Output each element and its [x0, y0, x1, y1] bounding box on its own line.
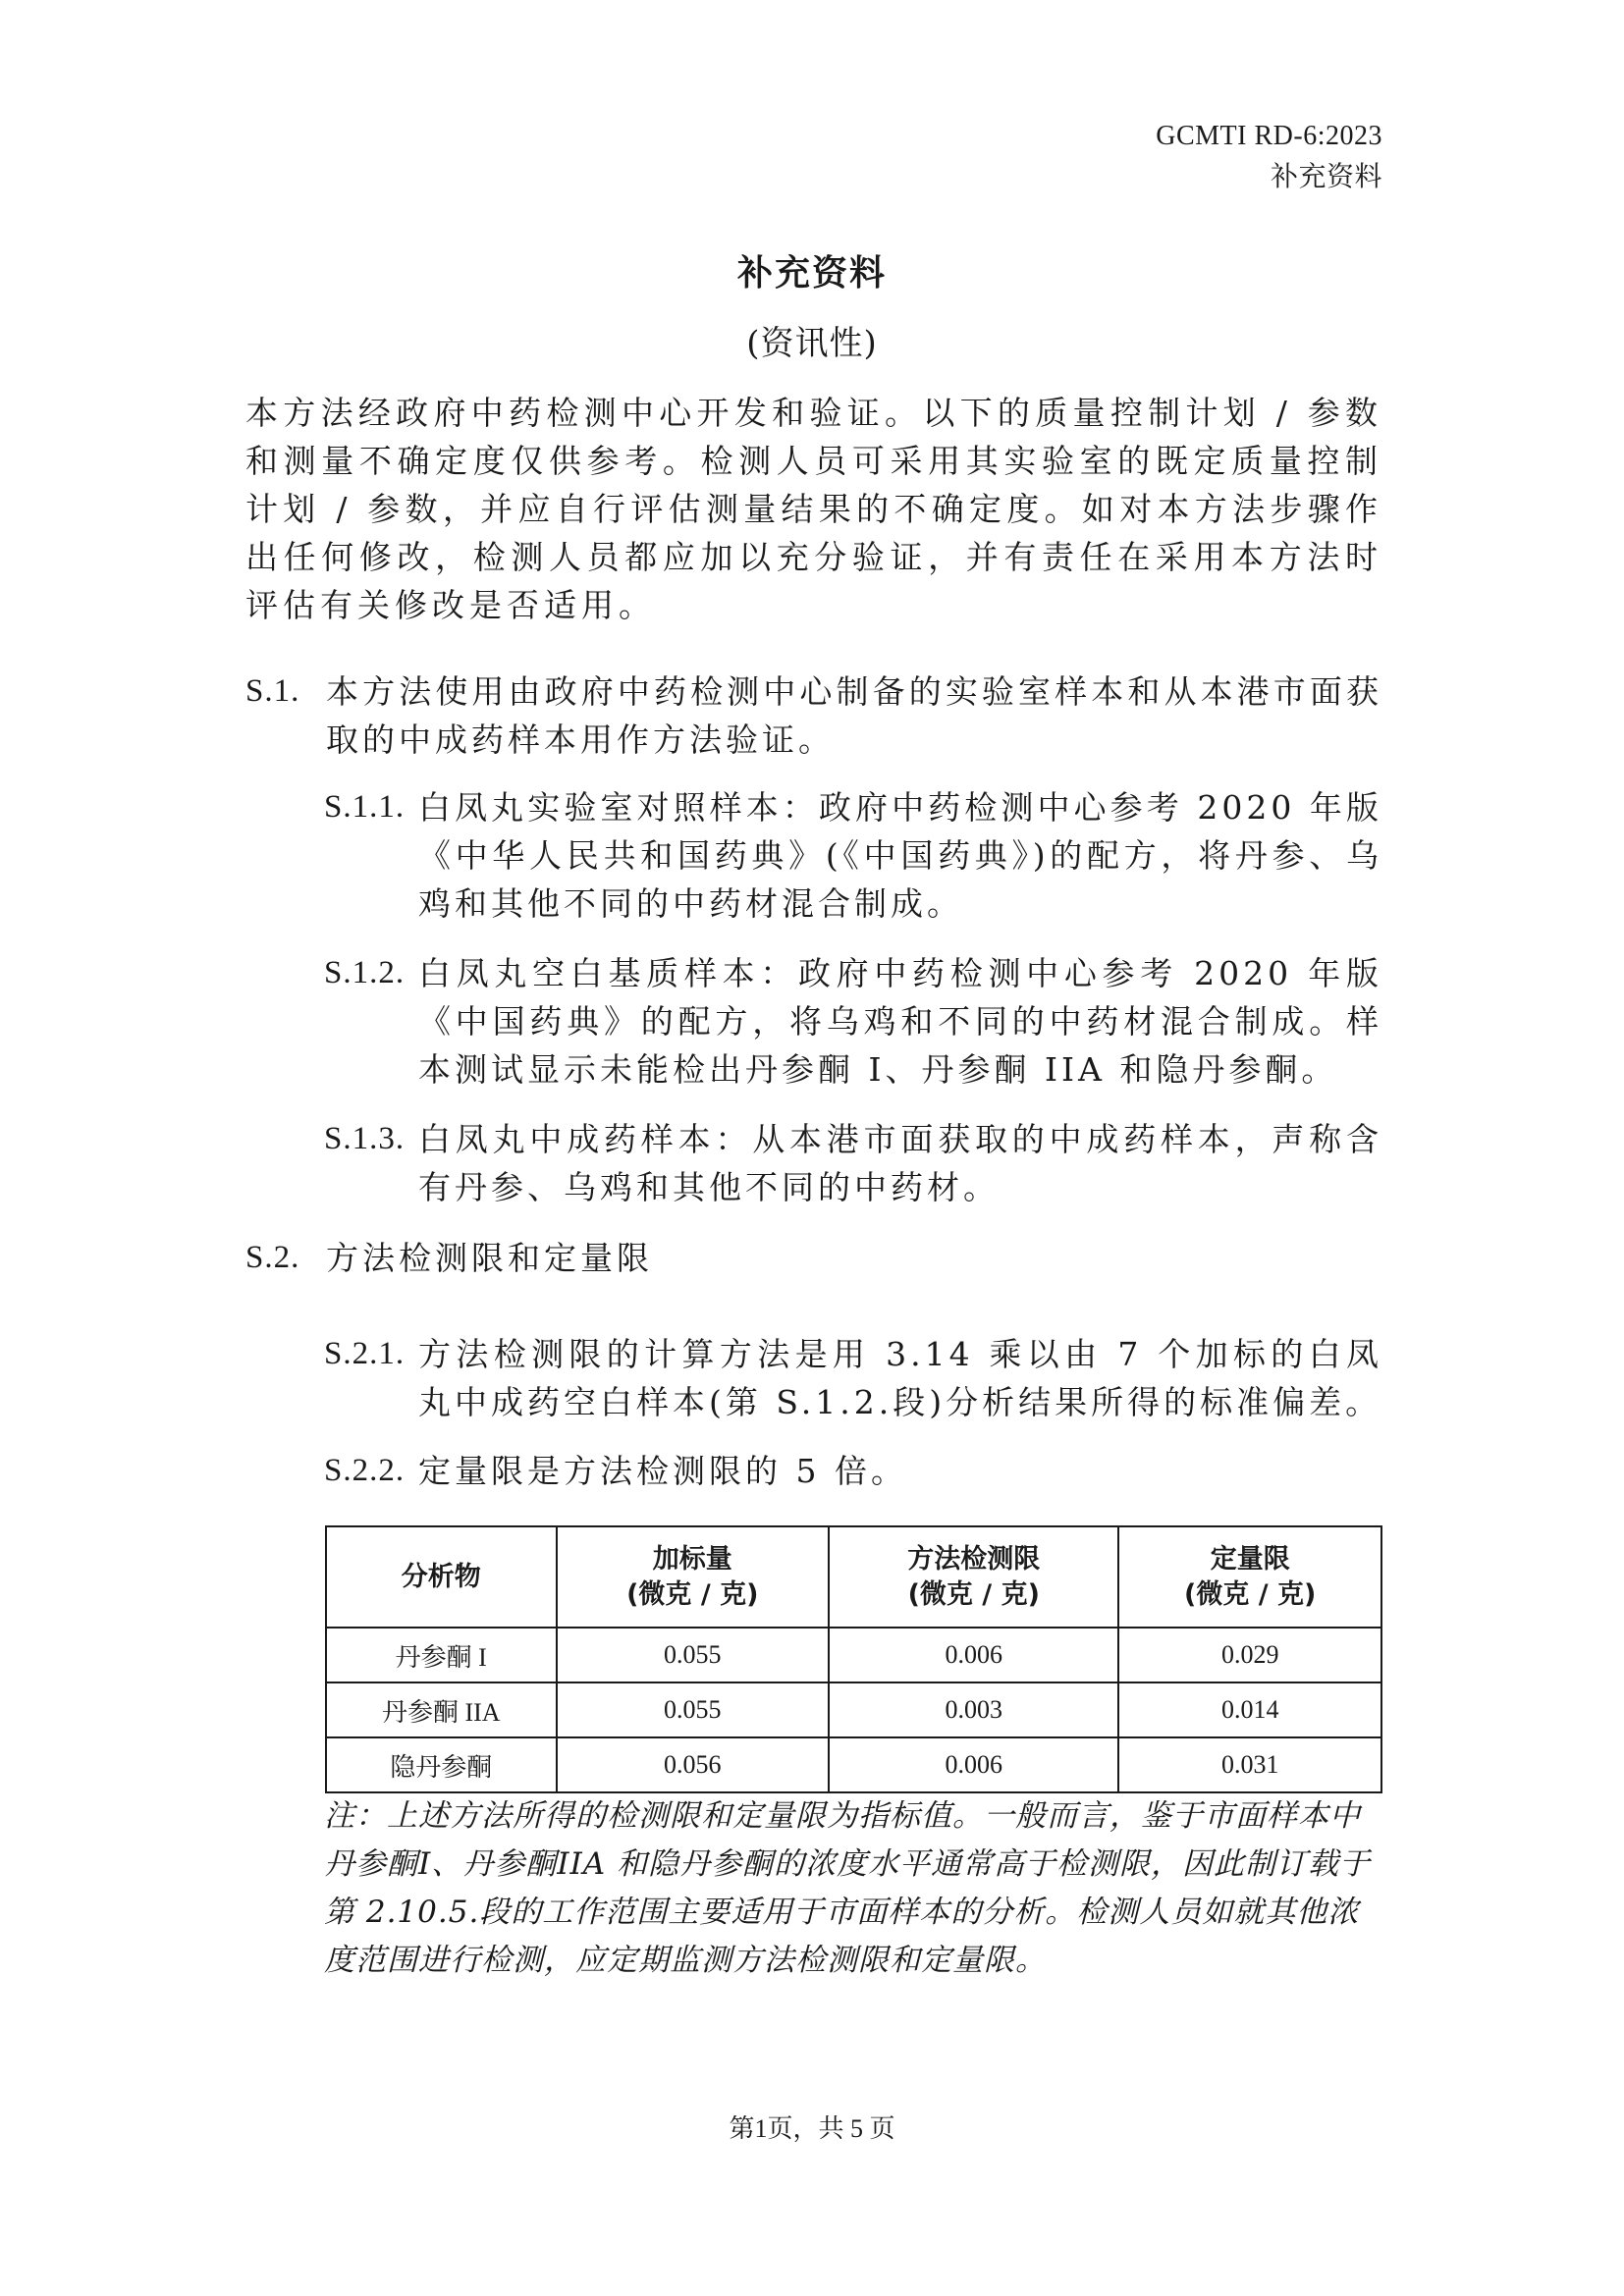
- section-s1-3: [324, 1115, 1382, 1211]
- section-text: 白凤丸空白基质样本：政府中药检测中心参考 2020 年版《中国药典》的配方，将乌鸡和不同的中药材混合制成。样本测试显示未能检出丹参酮 I、丹参酮 IIA 和隐丹参酮。: [418, 954, 1382, 1089]
- section-s1-2: [324, 949, 1382, 1094]
- table-cell: 0.055: [557, 1682, 829, 1737]
- table-cell: 隐丹参酮: [326, 1737, 557, 1792]
- section-text: 本方法使用由政府中药检测中心制备的实验室样本和从本港市面获取的中成药样本用作方法验证。: [326, 672, 1382, 759]
- table-cell: 丹参酮 IIA: [326, 1682, 557, 1737]
- section-number: S.2.: [245, 1240, 300, 1275]
- table-row: [326, 1737, 1381, 1792]
- table-header-analyte: 分析物: [326, 1526, 557, 1628]
- page-number: 第1页，共 5 页: [729, 2114, 895, 2143]
- section-text: 白凤丸实验室对照样本：政府中药检测中心参考 2020 年版《中华人民共和国药典》(《中国药典》)的配方，将丹参、乌鸡和其他不同的中药材混合制成。: [418, 788, 1382, 923]
- section-s1: [245, 667, 1382, 764]
- table-cell: 0.006: [829, 1628, 1118, 1682]
- section-text: 方法检测限和定量限: [326, 1239, 653, 1277]
- table-header-spike-level: 加标量 (微克 / 克): [557, 1526, 829, 1628]
- section-s2-1: [324, 1330, 1382, 1426]
- section-s2: [245, 1234, 1382, 1282]
- section-number: S.1.3.: [324, 1121, 406, 1156]
- section-number: S.1.1.: [324, 789, 406, 825]
- section-number: S.2.2.: [324, 1453, 406, 1488]
- section-text: 白凤丸中成药样本：从本港市面获取的中成药样本，声称含有丹参、乌鸡和其他不同的中药材。: [418, 1120, 1382, 1206]
- section-number: S.1.: [245, 673, 300, 709]
- table-header-row: [326, 1526, 1381, 1628]
- table-cell: 0.014: [1118, 1682, 1381, 1737]
- section-number: S.2.1.: [324, 1336, 406, 1371]
- section-s2-2: [324, 1447, 1382, 1495]
- intro-paragraph: 本方法经政府中药检测中心开发和验证。以下的质量控制计划 / 参数和测量不确定度仅供参考。检测人员可采用其实验室的既定质量控制计划 / 参数，并应自行评估测量结果的不确定度。如对本方法步骤作出任何修改，检测人员都应加以充分验证，并有责任在采用本方法时评估有关修改是否适用。: [245, 394, 1382, 624]
- document-code: GCMTI RD-6:2023: [1156, 121, 1382, 151]
- table-header-quantitation-limit: 定量限 (微克 / 克): [1118, 1526, 1381, 1628]
- table-cell: 0.003: [829, 1682, 1118, 1737]
- document-header: [1156, 116, 1382, 198]
- detection-limits-table: [325, 1525, 1382, 1793]
- table-row: [326, 1682, 1381, 1737]
- section-text: 定量限是方法检测限的 5 倍。: [418, 1452, 907, 1490]
- table-cell: 0.056: [557, 1737, 829, 1792]
- table-header-method-detection-limit: 方法检测限 (微克 / 克): [829, 1526, 1118, 1628]
- section-text: 方法检测限的计算方法是用 3.14 乘以由 7 个加标的白凤丸中成药空白样本(第 S.1.2.段)分析结果所得的标准偏差。: [418, 1335, 1382, 1421]
- section-number: S.1.2.: [324, 955, 406, 990]
- table-note: 注：上述方法所得的检测限和定量限为指标值。一般而言，鉴于市面样本中丹参酮I、丹参酮IIA 和隐丹参酮的浓度水平通常高于检测限，因此制订载于第 2.10.5.段的工作范围主要适用于市面样本的分析。检测人员如就其他浓度范围进行检测，应定期监测方法检测限和定量限。: [324, 1798, 1371, 1978]
- table-cell: 丹参酮 I: [326, 1628, 557, 1682]
- table-cell: 0.006: [829, 1737, 1118, 1792]
- page-subtitle: (资讯性): [746, 324, 878, 363]
- table-cell: 0.055: [557, 1628, 829, 1682]
- table-cell: 0.031: [1118, 1737, 1381, 1792]
- document-header-label: 补充资料: [1270, 162, 1382, 192]
- section-s1-1: [324, 783, 1382, 928]
- table-row: [326, 1628, 1381, 1682]
- table-cell: 0.029: [1118, 1628, 1381, 1682]
- page-title: 补充资料: [736, 252, 887, 294]
